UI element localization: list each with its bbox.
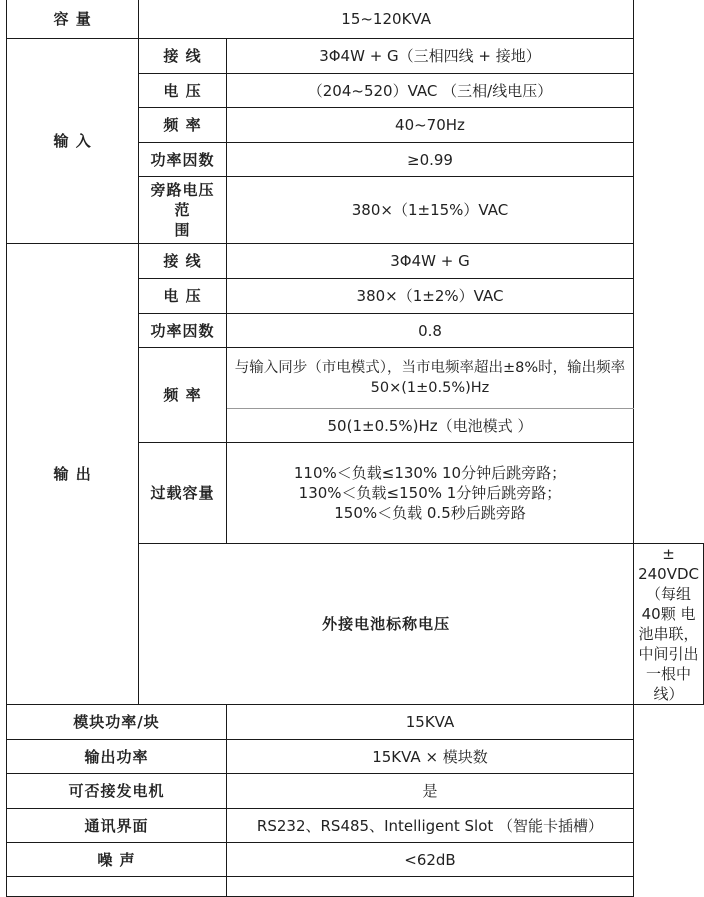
table-row-partial bbox=[7, 877, 704, 897]
input-voltage-label: 电 压 bbox=[139, 74, 227, 108]
module-power-value: 15KVA bbox=[226, 705, 633, 740]
output-frequency-line1: 与输入同步（市电模式），当市电频率超出±8%时，输出频率 bbox=[234, 360, 626, 376]
bypass-range-label-line1: 旁路电压范 bbox=[150, 181, 215, 219]
bypass-range-value: 380×（1±15%）VAC bbox=[226, 177, 633, 244]
capacity-label: 容 量 bbox=[7, 0, 139, 39]
overload-value bbox=[226, 443, 633, 544]
partial-cell-value bbox=[226, 877, 633, 897]
battery-voltage-value: ± 240VDC（每组40颗 电池串联，中间引出一根中线） bbox=[634, 544, 704, 705]
overload-label: 过载容量 bbox=[139, 443, 227, 544]
input-frequency-label: 频 率 bbox=[139, 108, 227, 143]
input-power-factor-value: ≥0.99 bbox=[226, 143, 633, 177]
output-wiring-value: 3Φ4W + G bbox=[226, 244, 633, 279]
table-row bbox=[7, 705, 704, 740]
output-voltage-value: 380×（1±2%）VAC bbox=[226, 279, 633, 314]
generator-label: 可否接发电机 bbox=[7, 774, 227, 809]
input-wiring-value: 3Φ4W + G（三相四线 + 接地） bbox=[226, 39, 633, 74]
noise-value: <62dB bbox=[226, 843, 633, 877]
overload-line3: 150%＜负载 0.5秒后跳旁路 bbox=[334, 504, 526, 522]
bypass-range-label bbox=[139, 177, 227, 244]
noise-label: 噪 声 bbox=[7, 843, 227, 877]
output-wiring-label: 接 线 bbox=[139, 244, 227, 279]
input-voltage-value: （204~520）VAC （三相/线电压） bbox=[226, 74, 633, 108]
input-label: 输 入 bbox=[7, 39, 139, 244]
table-row bbox=[7, 774, 704, 809]
output-voltage-label: 电 压 bbox=[139, 279, 227, 314]
table-row bbox=[7, 843, 704, 877]
output-power-value: 15KVA × 模块数 bbox=[226, 740, 633, 774]
partial-cell-label bbox=[7, 877, 227, 897]
table-row bbox=[7, 0, 704, 39]
comm-value: RS232、RS485、Intelligent Slot （智能卡插槽） bbox=[226, 809, 633, 843]
battery-voltage-label: 外接电池标称电压 bbox=[139, 544, 634, 705]
output-power-factor-label: 功率因数 bbox=[139, 314, 227, 348]
comm-label: 通讯界面 bbox=[7, 809, 227, 843]
output-frequency-battery-value: 50(1±0.5%)Hz（电池模式 ） bbox=[226, 409, 633, 443]
output-power-label: 输出功率 bbox=[7, 740, 227, 774]
input-frequency-value: 40~70Hz bbox=[226, 108, 633, 143]
table-row bbox=[7, 740, 704, 774]
spec-table bbox=[6, 0, 704, 897]
input-power-factor-label: 功率因数 bbox=[139, 143, 227, 177]
output-power-factor-value: 0.8 bbox=[226, 314, 633, 348]
table-row bbox=[7, 244, 704, 279]
table-row bbox=[7, 39, 704, 74]
output-label: 输 出 bbox=[7, 244, 139, 705]
overload-line2: 130%＜负载≤150% 1分钟后跳旁路； bbox=[298, 484, 562, 502]
generator-value: 是 bbox=[226, 774, 633, 809]
table-row bbox=[7, 809, 704, 843]
capacity-value: 15~120KVA bbox=[139, 0, 634, 39]
bypass-range-label-line2: 围 bbox=[174, 221, 191, 239]
output-frequency-label: 频 率 bbox=[139, 348, 227, 443]
output-frequency-mains-value bbox=[226, 348, 633, 409]
output-frequency-line2: 50×(1±0.5%)Hz bbox=[370, 380, 490, 396]
overload-line1: 110%＜负载≤130% 10分钟后跳旁路； bbox=[293, 464, 567, 482]
input-wiring-label: 接 线 bbox=[139, 39, 227, 74]
module-power-label: 模块功率/块 bbox=[7, 705, 227, 740]
